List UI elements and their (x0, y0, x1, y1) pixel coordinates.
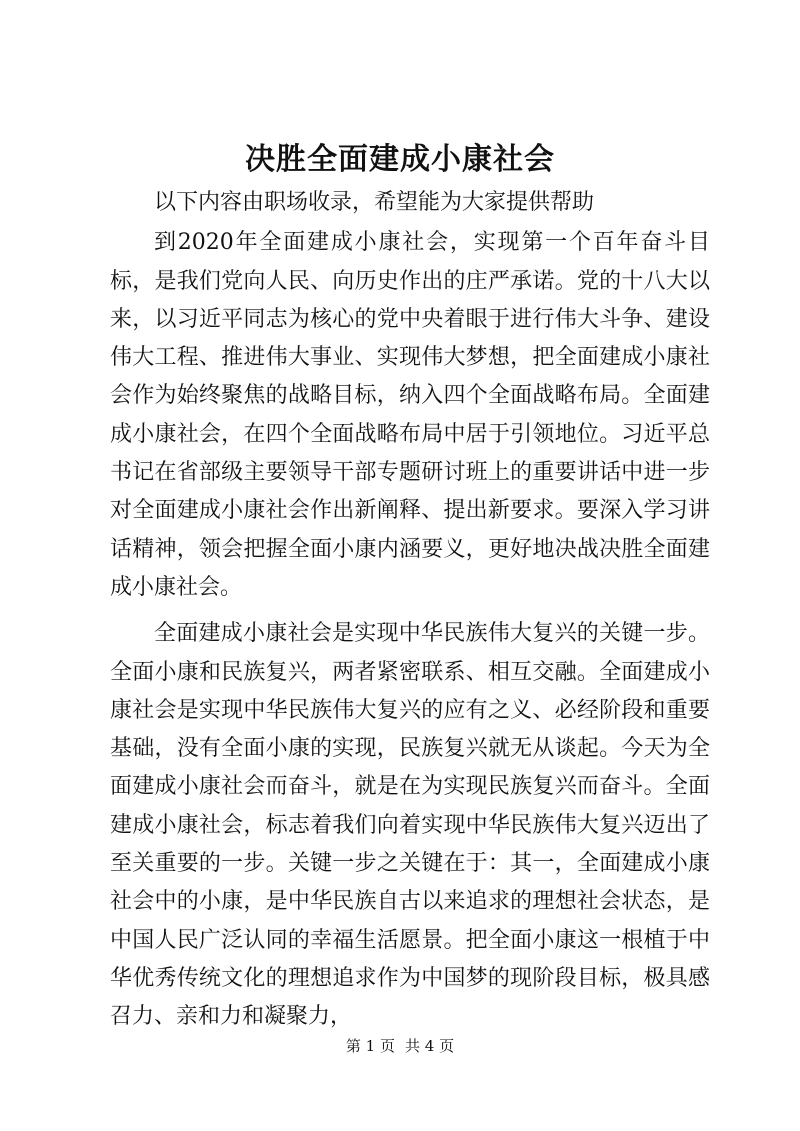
page-number: 第 1 页 (345, 1037, 395, 1055)
document-title: 决胜全面建成小康社会 (245, 142, 555, 177)
page-total: 共 4 页 (405, 1037, 455, 1055)
intro-paragraph: 以下内容由职场收录，希望能为大家提供帮助 (154, 190, 595, 215)
body-paragraph-1: 到2020年全面建成小康社会，实现第一个百年奋斗目标，是我们党向人民、向历史作出的庄严承诺。党的十八大以来，以习近平同志为核心的党中央着眼于进行伟大斗争、建设伟大工程、推进伟大事业、实现伟大梦想，把全面建成小康社会作为始终聚焦的战略目标，纳入四个全面战略布局。全面建成小康社会，在四个全面战略布局中居于引领地位。习近平总书记在省部级主要领导干部专题研讨班上的重要讲话中进一步对全面建成小康社会作出新阐释、提出新要求。要深入学习讲话精神，领会把握全面小康内涵要义，更好地决战决胜全面建成小康社会。 (110, 230, 710, 600)
body-paragraph-2: 全面建成小康社会是实现中华民族伟大复兴的关键一步。全面小康和民族复兴，两者紧密联系、相互交融。全面建成小康社会是实现中华民族伟大复兴的应有之义、必经阶段和重要基础，没有全面小康的实现，民族复兴就无从谈起。今天为全面建成小康社会而奋斗，就是在为实现民族复兴而奋斗。全面建成小康社会，标志着我们向着实现中华民族伟大复兴迈出了至关重要的一步。关键一步之关键在于：其一，全面建成小康社会中的小康，是中华民族自古以来追求的理想社会状态，是中国人民广泛认同的幸福生活愿景。把全面小康这一根植于中华优秀传统文化的理想追求作为中国梦的现阶段目标，极具感召力、亲和力和凝聚力， (110, 621, 710, 1030)
page-footer (0, 1036, 800, 1056)
document-body (110, 184, 710, 1037)
